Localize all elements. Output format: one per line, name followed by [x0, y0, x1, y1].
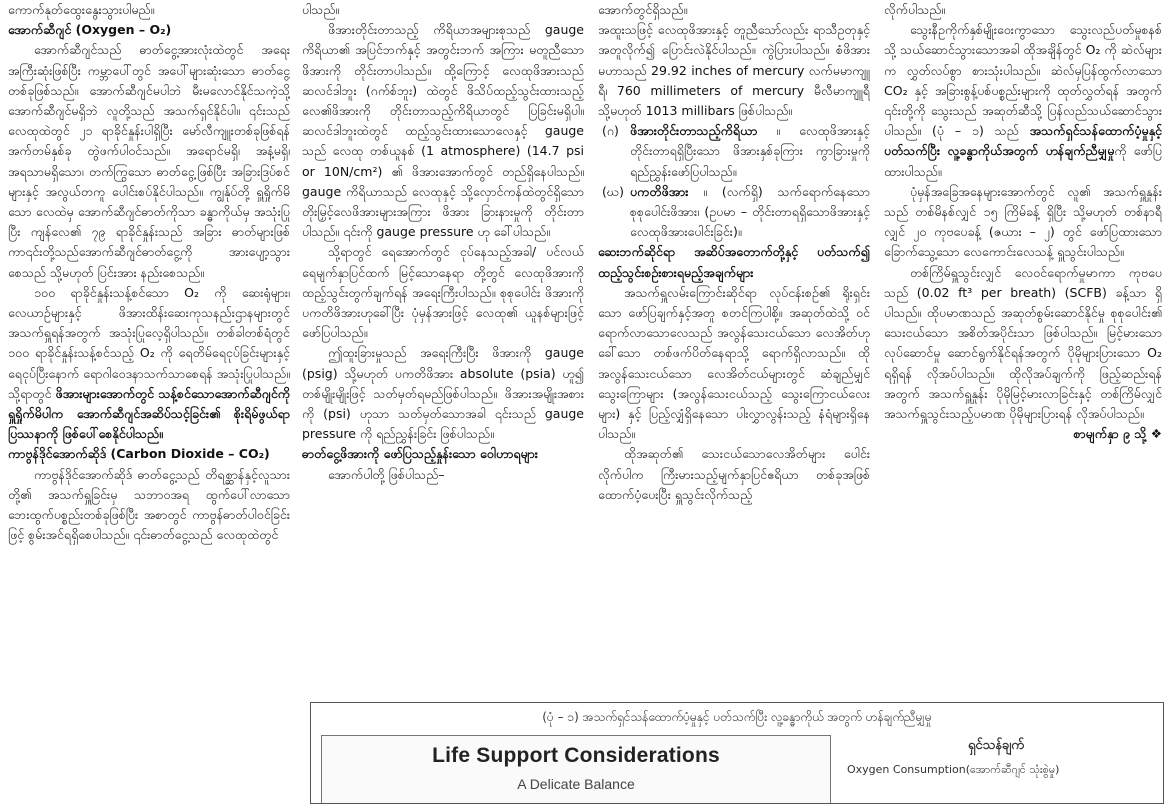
- article-column-3: [598, 0, 870, 680]
- figure-image-title: Life Support Considerations: [432, 744, 720, 767]
- paragraph-fragment: လိုက်ပါသည်။: [884, 2, 946, 17]
- paragraph: ဤထူးခြားမှုသည် အရေးကြီးပြီး ဖိအားကို gauge (psig) သို့မဟုတ် ပကတိဖိအား absolute (psia) ဟူ၍ တစ်မျိုးမျိုးဖြင့် သတ်မှတ်ရမည်ဖြစ်ပါသည်။ ဖိအားအမျိုးအစားကို (psi) ဟုသာ သတ်မှတ်သောအခါ ၎င်းသည် gauge pressure ကို ရည်ညွှန်းခြင်း ဖြစ်ပါသည်။: [302, 345, 584, 442]
- list-item-gauge: [598, 121, 870, 182]
- figure-right-title: ရှင်သန်ချက်: [967, 738, 1025, 753]
- paragraph-text: သွေးနီဥကိုက်နှစ်မျိုးဝေးကွာသော သွေးလည်ပတ်မှုစနစ်သို့ သယ်ဆောင်သွားသောအခါ ထိုအချိန်တွင် O₂ ကို ဆဲလ်များက လွှတ်လပ်စွာ စားသုံးပါသည်။ ဆဲလ်မှပြန်ထွက်လာသော CO₂ နှင့် အခြားစွန့်ပစ်ပစ္စည်းများကို ထုတ်လွှတ်ရန် အတွက် ၎င်းတို့ကို သွေးသည် အဆုတ်ဆီသို့ ပြန်လည်သယ်ဆောင်သွားပါသည်။ (ပုံ – ၁) သည်: [884, 22, 1162, 139]
- list-text: ။ လေထုဖိအားနှင့် တိုင်းတာရရှိပြီးသော ဖိအားနှစ်ခုကြား ကွာခြားမှုကို ရည်ညွှန်းဖော်ပြပါသည်။: [630, 123, 870, 179]
- paragraph-bold-text: အသက်ရှင်သန်ထောက်ပံ့မှုနှင့် ပတ်သက်ပြီး လူ့ခန္ဓာကိုယ်အတွက် ဟန်ချက်ညီမျှမှု: [884, 123, 1162, 159]
- section-heading-medical: ဆေးဘက်ဆိုင်ရာ အဆိပ်အတောက်တို့နှင့် ပတ်သက်၍ ထည့်သွင်းစဉ်းစားရမည့်အချက်များ: [598, 244, 870, 280]
- list-term: ပကတိဖိအား: [630, 183, 689, 199]
- paragraph: [8, 283, 290, 445]
- list-text: ။ (လက်ရှိ) သက်ရောက်နေသော စုစုပေါင်းဖိအား၊ (ဥပမာ – တိုင်းတာရရှိသောဖိအားနှင့် လေထုဖိအားပေါင်းခြင်း)။: [630, 183, 870, 240]
- paragraph: အောက်ဆီဂျင်သည် ဓာတ်ငွေ့အားလုံးထဲတွင် အရေးအကြီးဆုံးဖြစ်ပြီး ကမ္ဘာပေါ်တွင် အပေါ်များဆုံးသော ဓာတ်ငွေ့တစ်ခုဖြစ်သည်။ အောက်ဆီဂျင်မပါဘဲ မီးမလောင်နိုင်သကဲ့သို့ အောက်ဆီဂျင်မရှိဘဲ လူတို့သည် အသက်ရှင်နိုင်ပါ။ ၎င်းသည် လေထုထဲတွင် ၂၁ ရာခိုင်နှုန်းပါရှိပြီး မော်လီကျူးတစ်ခုဖြစ်ရန် အက်တမ်နှစ်ခု တွဲဖက်ပါဝင်သည်။ အရောင်မရှိ၊ အနံ့မရှိ၊ အရသာမရှိသော၊ တက်ကြွသော ဓာတ်ငွေ့ဖြစ်ပြီး အခြားဒြပ်စင်များနှင့် အလွယ်တကူ ပေါင်းစပ်နိုင်ပါသည်။ ကျွန်ုပ်တို့ ရှူရှိုက်မိသော လေထဲမှ အောက်ဆီဂျင်ဓာတ်ကိုသာ ခန္ဓာကိုယ်မှ အသုံးပြုပြီး ကျန်လေ၏ ၇၉ ရာခိုင်နှုန်းသည် အခြား ဓာတ်များဖြစ်ကာ၎င်းတို့သည်အောက်ဆီဂျင်ဓာတ်ငွေ့ကို အားပျော့သွားစေသည် သို့မဟုတ် ပြင်းအား နည်းစေသည်။: [8, 42, 290, 280]
- article-column-1: [8, 0, 290, 680]
- paragraph-fragment: ပါသည်။: [302, 2, 340, 17]
- figure-right-subtitle: Oxygen Consumption(အောက်ဆီဂျင် သုံးစွဲမှု): [847, 763, 1060, 776]
- paragraph-text: ကို ဖော်ပြထားပါသည်။: [884, 143, 1162, 179]
- paragraph-fragment: ကောက်နုတ်ထွေးနွေးသွားပါမည်။: [8, 2, 155, 17]
- figure-image-life-support: [321, 735, 831, 804]
- paragraph: ကာဗွန်ဒိုင်အောက်ဆိုဒ် ဓာတ်ငွေ့သည် တိရစ္ဆာန်နှင့်လူသားတို့၏ အသက်ရှူခြင်းမှ သဘာဝအရ ထွက်ပေါ်လာသော ဘေးထွက်ပစ္စည်းတစ်ခုဖြစ်ပြီး အစာတွင် ကာဗွန်ဓာတ်ပါဝင်ခြင်းဖြင့် စွမ်းအင်ရရှိစေပါသည်။ ၎င်းဓာတ်ငွေ့သည် လေထုထဲတွင်: [8, 466, 290, 543]
- paragraph-bold-text: ဖိအားများအောက်တွင် သန့်စင်သောအောက်ဆီဂျင်ကို ရှူရှိုက်မိပါက အောက်ဆီဂျင်အဆိပ်သင့်ခြင်း၏ စိုးရိမ်ဖွယ်ရာပြဿနာကို ဖြစ်ပေါ်စေနိုင်ပါသည်။: [8, 385, 290, 442]
- paragraph: ဖိအားတိုင်းတာသည့် ကိရိယာအများစုသည် gauge ကိရိယာ၏ အပြင်ဘက်နှင့် အတွင်းဘက် အကြား မတူညီသောဖိအားကို တိုင်းတာပါသည်။ ထို့ကြောင့် လေထုဖိအားသည် ဆလင်ဒါဘူး (ဂက်စ်ဘူး) ထဲတွင် ဖိသိပ်ထည့်သွင်းထားသည့် လေ၏ဖိအားကို တိုင်းတာသည့်ကိရိယာတွင် ပြခြင်းမရှိပါ။ ဆလင်ဒါဘူးထဲတွင် ထည့်သွင်းထားသောလေနှင့် gauge သည် လေထု တစ်ယူနစ် (1 atmosphere) (14.7 psi or 10N/cm²) ၏ ဖိအားအောက်တွင် တည်ရှိနေပါသည်။ gauge ကိရိယာသည် လေထုနှင့် သို့လှောင်ကန်ထဲတွင်ရှိသော တိုးမြှင့်လေဖိအားများအကြား ဖိအား ခြားနားမှုကို တိုင်းတာပါသည်။ ၎င်းကို gauge pressure ဟု ခေါ်ပါသည်။: [302, 22, 584, 240]
- paragraph-fragment: အောက်တွင်ရှိသည်။: [598, 2, 688, 17]
- section-heading-oxygen: အောက်ဆီဂျင် (Oxygen – O₂): [8, 22, 172, 38]
- paragraph: သို့ရာတွင် ရေအောက်တွင် ငုပ်နေသည့်အခါ/ ပင်လယ်ရေမျက်နှာပြင်ထက် မြင့်သောနေရာ တို့တွင် လေထုဖိအားကို ထည့်သွင်းတွက်ချက်ရန် အရေးကြီးပါသည်။ စုစုပေါင်း ဖိအားကို ပကတိဖိအားဟုခေါ်ပြီး ပုံမှန်အားဖြင့် လေထု၏ ယူနစ်များဖြင့် ဖော်ပြပါသည်။: [302, 244, 584, 341]
- article-column-2: [302, 0, 584, 680]
- list-marker: (ဃ): [602, 183, 624, 199]
- list-marker: (ဂ): [602, 123, 619, 139]
- paragraph: တစ်ကြိမ်ရှူသွင်းလျှင် လေဝင်ရောက်မှုမာကာ ကုဗပေသည် (0.02 ft³ per breath) (SCFB) ခန့်သာ ရှိပါသည်။ ထိုပမာဏသည် အဆုတ်စွမ်းဆောင်နိုင်မှု စုစုပေါင်း၏ သေးငယ်သော အစိတ်အပိုင်းသာ ဖြစ်ပါသည်။ မြင့်မားသောလုပ်ဆောင်မှု ဆောင်ရွက်နိုင်ရန်အတွက် ပိုမိုများပြားသော O₂ ရရှိရန် လိုအပ်ပါသည်။ ထိုလိုအပ်ချက်ကို ဖြည့်ဆည်းရန်အတွက် အသက်ရှူနှုန်း ပိုမိုမြင့်မားလာခြင်းနှင့် တစ်ကြိမ်လျှင် အသက်ရှူသွင်းသည့်ပမာဏ ပိုမိုများပြားရန် လိုအပ်ပါသည်။: [884, 264, 1162, 422]
- list-item-absolute: [598, 182, 870, 243]
- figure-image-subtitle: A Delicate Balance: [517, 776, 635, 792]
- section-heading-pressure-terms: ဓာတ်ငွေ့ဖိအားကို ဖော်ပြသည့်နှုန်းသော ဝေါဟာရများ: [302, 446, 538, 462]
- section-heading-co2: ကာဗွန်ဒိုင်အောက်ဆိုဒ် (Carbon Dioxide – CO₂): [8, 446, 270, 462]
- paragraph: ပုံမှန်အခြေအနေများအောက်တွင် လူ၏ အသက်ရှူနှုန်းသည် တစ်မိနစ်လျှင် ၁၅ ကြိမ်ခန့် ရှိပြီး သို့မဟုတ် တစ်နာရီလျှင် ၂၀ ကုဗပေခန့် (ဇယား – ၂) တွင် ဖော်ပြထားသော ခြောက်သွေ့သော လေကောင်းလေသန့် ရှူသွင်းပါသည်။: [884, 183, 1162, 260]
- list-term: ဖိအားတိုင်းတာသည့်ကိရိယာ: [630, 123, 758, 139]
- paragraph: အသက်ရှူလမ်းကြောင်းဆိုင်ရာ လုပ်ငန်းစဉ်၏ ရိုးရှင်းသော ဖော်ပြချက်နှင့်အတူ စတင်ကြပါစို့။ အဆုတ်ထဲသို့ ဝင်ရောက်လာသောလေသည် အလွန်သေးငယ်သော လေအိတ်ဟုခေါ်သော တစ်ဖက်ပိတ်နေရာသို့ ရောက်ရှိလာသည်။ ထို အလွန်သေးငယ်သော လေအိတ်ငယ်များတွင် ဆံချည်မျှင်သွေးကြောများ (အလွန်သေးငယ်သည့် သွေးကြောငယ်လေးများ) နှင့် ပြည့်လျှံရှိနေသော ပါးလွှာလွန်းသည့် နံရံများရှိနေပါသည်။: [598, 284, 870, 442]
- paragraph: အောက်ပါတို့ ဖြစ်ပါသည်–: [328, 466, 445, 482]
- paragraph: ထိုအဆုတ်၏ သေးငယ်သောလေအိတ်များ ပေါင်းလိုက်ပါက ကြီးမားသည့်မျက်နှာပြင်ဧရိယာ တစ်ခုအဖြစ် ထောက်ပံ့ပေးပြီး ရှူသွင်းလိုက်သည့်: [598, 446, 870, 502]
- paragraph: အထူးသဖြင့် လေထုဖိအားနှင့် တူညီသော်လည်း ရာသီဥတုနှင့် အတူလိုက်၍ ပြောင်းလဲနိုင်ပါသည်။ ကွဲပြားပါသည်။ စံဖိအားမဟာသည် 29.92 inches of mercury လက်မမာကျူရီ၊ 760 millimeters of mercury မီလီမာကျူရီ သို့မဟုတ် 1013 millibars ဖြစ်ပါသည်။: [598, 22, 870, 119]
- continued-on-page: စာမျက်နှာ ၉ သို့ ❖: [1073, 426, 1162, 442]
- figure-caption: (ပုံ – ၁) အသက်ရှင်သန်ထောက်ပံ့မှုနှင့် ပတ်သက်ပြီး လူ့ခန္ဓာကိုယ် အတွက် ဟန်ချက်ညီမျှမှု: [542, 710, 932, 724]
- article-column-4: [884, 0, 1162, 680]
- paragraph-text: ၁၀၀ ရာခိုင်နှုန်းသန့်စင်သော O₂ ကို ဆေးရုံများ၊ လေယာဉ်များနှင့် ဖိအားထိန်းဆေးကုသနည်းဌာနများတွင် အသက်ရှူရန်အတွက် အသုံးပြုလေ့ရှိပါသည်။ တစ်ခါတစ်ရံတွင် ၁၀၀ ရာခိုင်နှုန်းသန့်စင်သည့် O₂ ကို ရေတိမ်ရေငုပ်ခြင်းများနှင့် ရေငုပ်ပြီးနောက် ရောဂါဝေဒနာသက်သာစေရန် အသုံးပြုပါသည်။ သို့ရာတွင်: [8, 284, 290, 401]
- figure-box: [310, 702, 1164, 804]
- paragraph: [884, 20, 1162, 182]
